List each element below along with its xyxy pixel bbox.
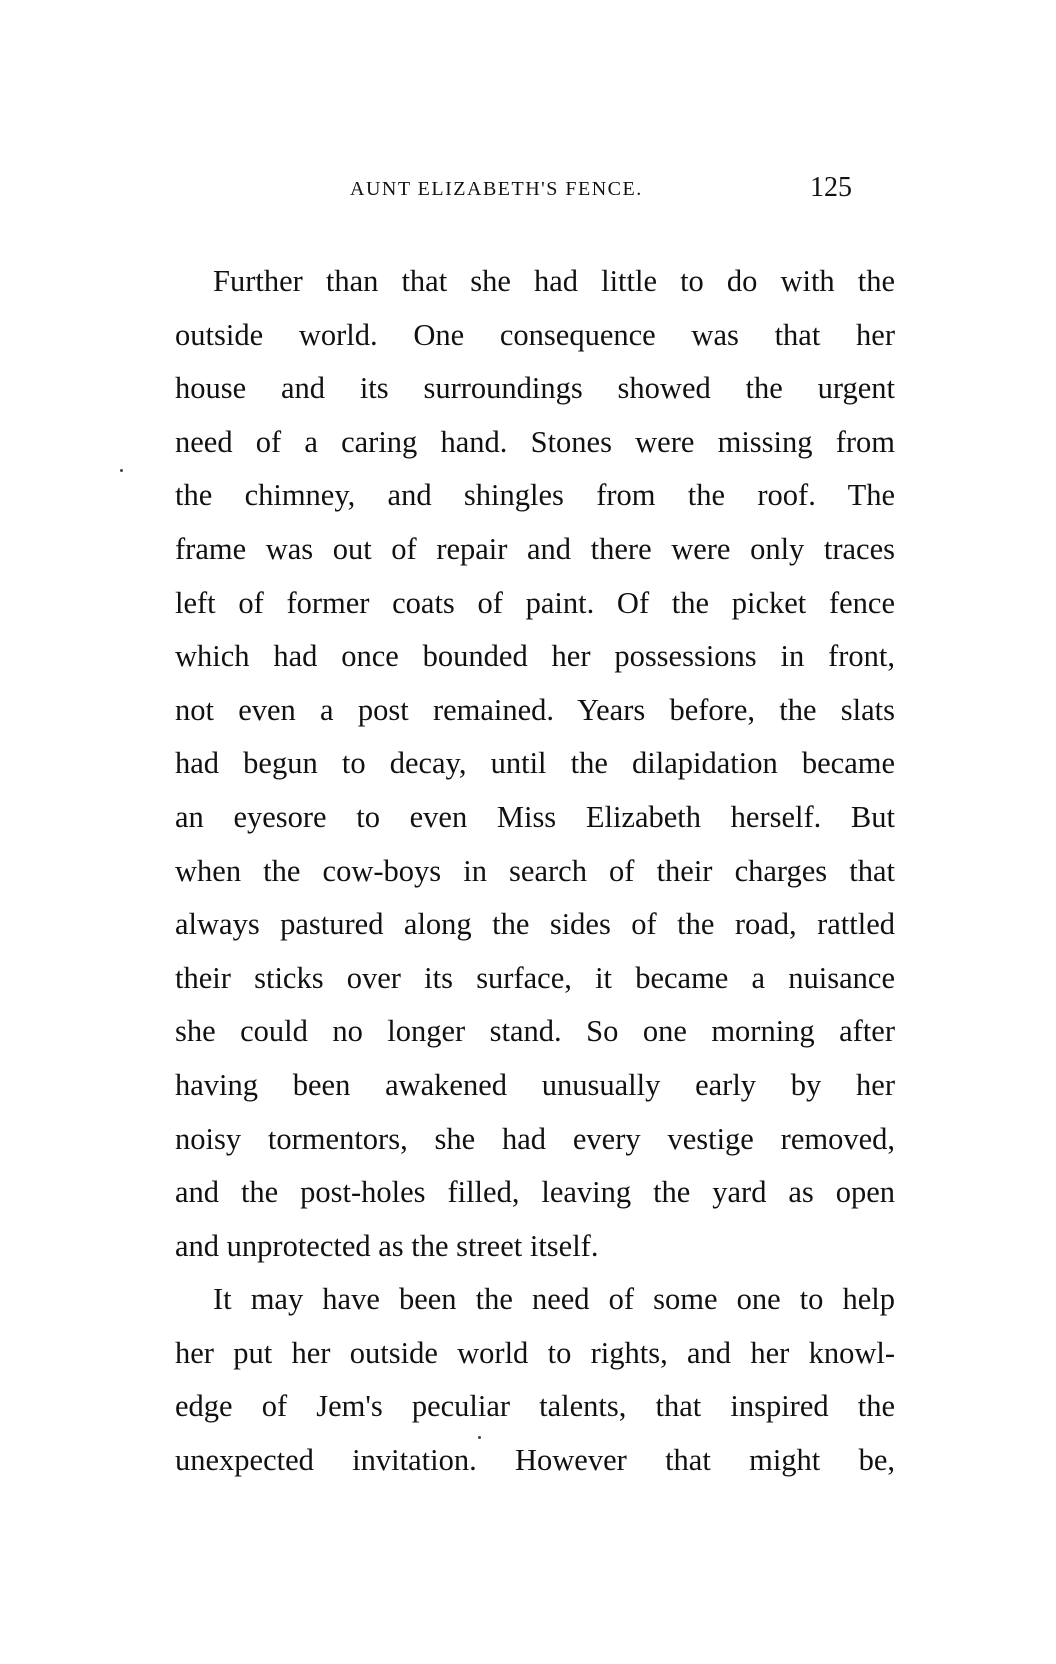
text-line: noisy tormentors, she had every vestige removed, (175, 1121, 895, 1156)
text-line: which had once bounded her possessions in front, (175, 639, 895, 674)
text-line: and unprotected as the street itself. (175, 1228, 599, 1263)
text-line: It may have been the need of some one to help (213, 1282, 895, 1317)
text-line: and the post-holes filled, leaving the yard as open (175, 1175, 895, 1210)
text-line: frame was out of repair and there were only traces (175, 531, 895, 566)
text-line: had begun to decay, until the dilapidation became (175, 746, 895, 781)
text-line: outside world. One consequence was that her (175, 317, 895, 352)
text-line: her put her outside world to rights, and her knowl- (175, 1335, 895, 1370)
print-speck (478, 1436, 481, 1439)
running-head: AUNT ELIZABETH'S FENCE. (350, 178, 643, 200)
text-line: an eyesore to even Miss Elizabeth herself. But (175, 799, 895, 834)
body-text (175, 255, 895, 1488)
text-line: unexpected invitation. However that might be, (175, 1443, 895, 1478)
text-line: Further than that she had little to do with the (213, 264, 895, 298)
text-line: edge of Jem's peculiar talents, that inspired the (175, 1389, 895, 1424)
text-line: need of a caring hand. Stones were missing from (175, 424, 895, 459)
text-line: when the cow-boys in search of their charges that (175, 853, 895, 888)
print-speck (120, 469, 123, 472)
text-line: left of former coats of paint. Of the picket fence (175, 585, 895, 620)
page-number: 125 (810, 172, 852, 203)
text-line: having been awakened unusually early by her (175, 1067, 895, 1102)
text-line: always pastured along the sides of the road, rattled (175, 907, 895, 942)
text-line: their sticks over its surface, it became a nuisance (175, 960, 895, 995)
text-line: not even a post remained. Years before, the slats (175, 692, 895, 727)
text-line: the chimney, and shingles from the roof. The (175, 478, 895, 513)
text-line: she could no longer stand. So one morning after (175, 1014, 895, 1049)
text-line: house and its surroundings showed the urgent (175, 371, 895, 406)
